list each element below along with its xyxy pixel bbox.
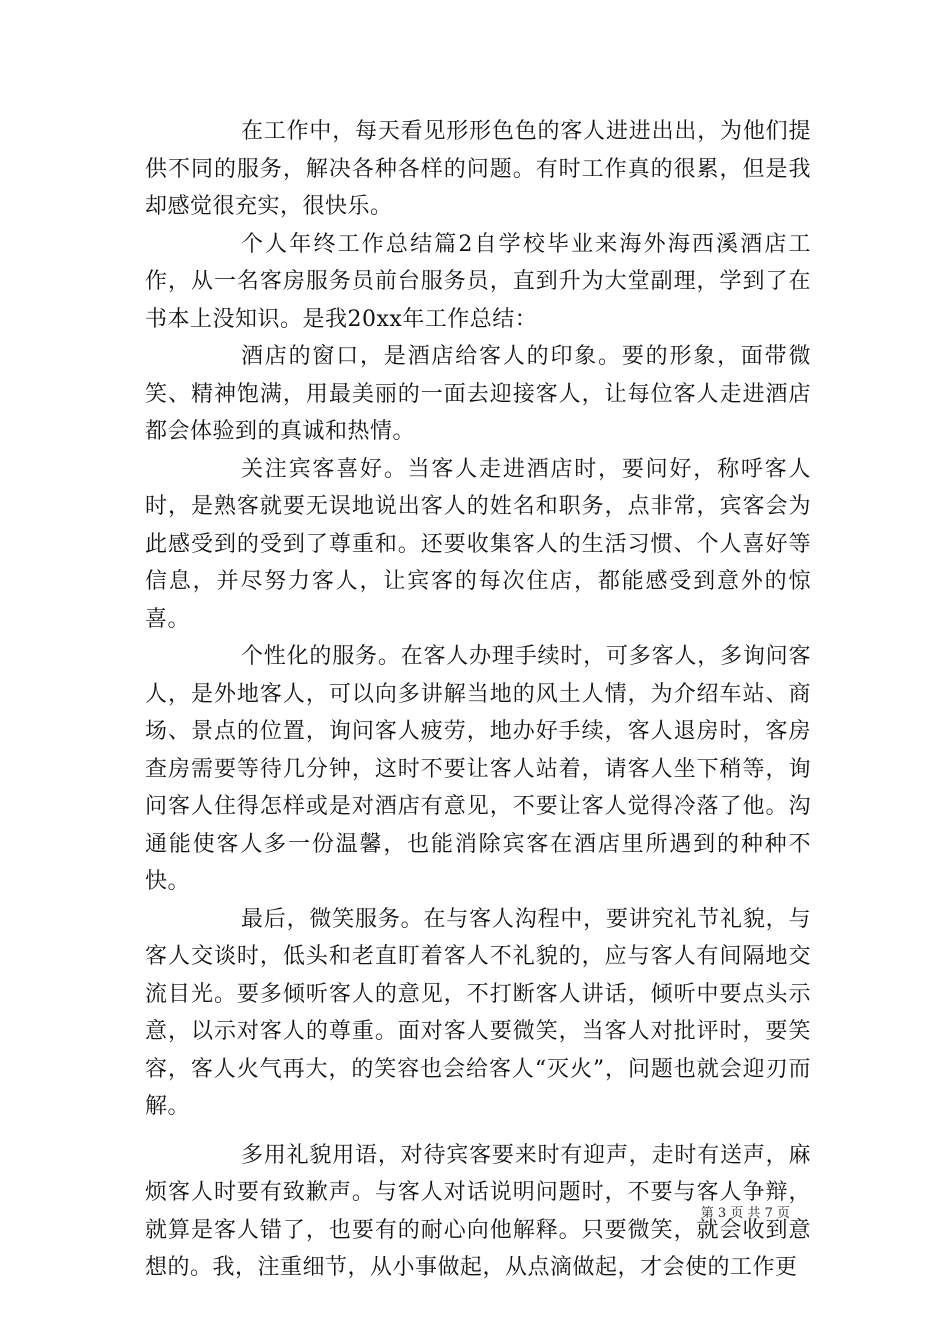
paragraph: 最后，微笑服务。在与客人沟程中，要讲究礼节礼貌，与客人交谈时，低头和老直盯着客人不礼貌的，应与客人有间隔地交流目光。要多倾听客人的意见，不打断客人讲话，倾听中要点头示意，以示对客人的尊重。面对客人要微笑，当客人对批评时，要笑容，客人火气再大，的笑容也会给客人“灭火”，问题也就会迎刃而解。 bbox=[145, 906, 811, 1119]
paragraph: 酒店的窗口，是酒店给客人的印象。要的形象，面带微笑、精神饱满，用最美丽的一面去迎接客人，让每位客人走进酒店都会体验到的真诚和热情。 bbox=[145, 344, 811, 444]
paragraph: 个人年终工作总结篇2自学校毕业来海外海西溪酒店工作，从一名客房服务员前台服务员，直到升为大堂副理，学到了在书本上没知识。是我20xx年工作总结： bbox=[145, 231, 811, 332]
page-number: 第 3 页 共 7 页 bbox=[700, 1206, 790, 1221]
paragraph: 在工作中，每天看见形形色色的客人进进出出，为他们提供不同的服务，解决各种各样的问题。有时工作真的很累，但是我却感觉很充实，很快乐。 bbox=[145, 119, 811, 219]
paragraph: 关注宾客喜好。当客人走进酒店时，要问好，称呼客人时，是熟客就要无误地说出客人的姓名和职务，点非常，宾客会为此感受到的受到了尊重和。还要收集客人的生活习惯、个人喜好等信息，并尽努力客人，让宾客的每次住店，都能感受到意外的惊喜。 bbox=[145, 456, 811, 632]
paragraph: 多用礼貌用语，对待宾客要来时有迎声，走时有送声，麻烦客人时要有致歉声。与客人对话说明问题时，不要与客人争辩，就算是客人错了，也要有的耐心向他解释。只要微笑，就会收到意想的。我，注重细节，从小事做起，从点滴做起，才会使的工作更 bbox=[145, 1142, 811, 1280]
document-body bbox=[145, 113, 811, 1287]
paragraph: 个性化的服务。在客人办理手续时，可多客人，多询问客人，是外地客人，可以向多讲解当地的风土人情，为介绍车站、商场、景点的位置，询问客人疲劳，地办好手续，客人退房时，客房查房需要等待几分钟，这时不要让客人站着，请客人坐下稍等，询问客人住得怎样或是对酒店有意见，不要让客人觉得冷落了他。沟通能使客人多一份温馨，也能消除宾客在酒店里所遇到的种种不快。 bbox=[145, 644, 811, 894]
